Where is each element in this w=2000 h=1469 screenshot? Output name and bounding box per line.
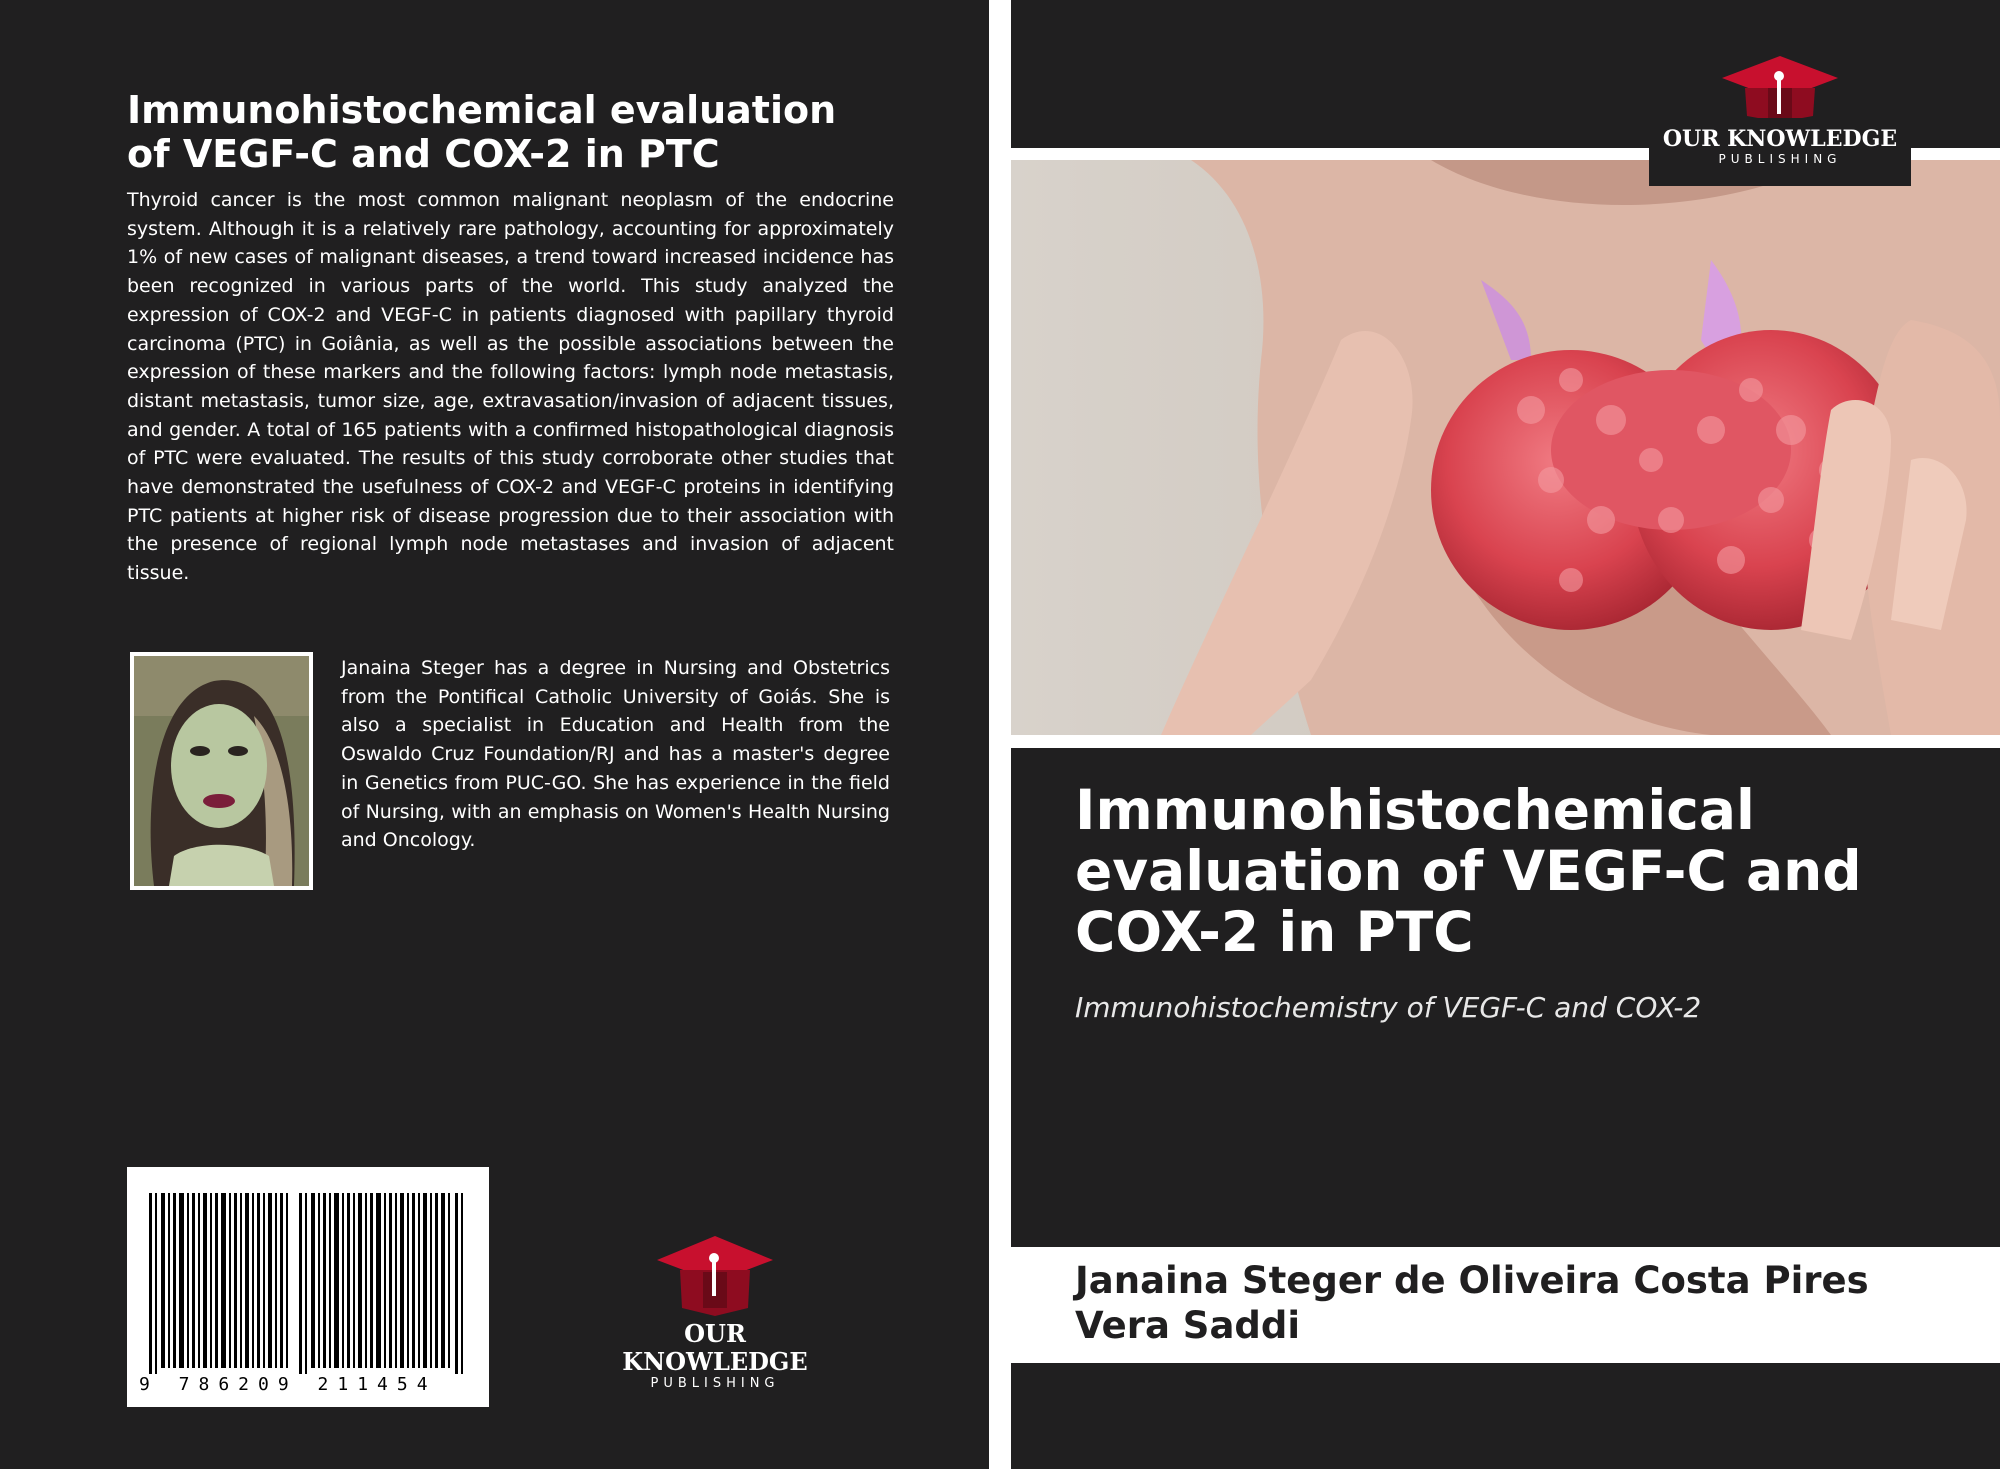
- author-bio: Janaina Steger has a degree in Nursing and Obstetrics from the Pontifical Catholic University of Goiás. She is also a specialist in Education and Health from the Oswaldo Cruz Foundation/RJ and has a master's degree in Genetics from PUC-GO. She has experience in the field of Nursing, with an emphasis on Women's Health Nursing and Oncology.: [341, 657, 890, 852]
- isbn-digits: 9 786209 211454: [139, 1374, 481, 1395]
- front-title-line1: Immunohistochemical: [1075, 778, 1755, 842]
- author-name-2: Vera Saddi: [1075, 1304, 1301, 1347]
- front-title-line3: COX-2 in PTC: [1075, 900, 1474, 964]
- front-cover-title: [1075, 780, 1955, 963]
- publisher-logo-back: [598, 1236, 832, 1391]
- publisher-logo-front: [1649, 0, 1911, 186]
- publisher-sub-front: PUBLISHING: [1718, 152, 1842, 166]
- front-title-line2: evaluation of VEGF-C and: [1075, 839, 1862, 903]
- thyroid-model-photo: [1011, 160, 2000, 735]
- publisher-name-front: OUR KNOWLEDGE: [1662, 126, 1898, 152]
- publisher-sub-back: PUBLISHING: [650, 1376, 780, 1391]
- front-cover: [1011, 0, 2000, 1469]
- back-cover: [0, 0, 989, 1469]
- mortarboard-icon: [1649, 0, 1911, 118]
- front-cover-subtitle: Immunohistochemistry of VEGF-C and COX-2: [1075, 991, 1702, 1024]
- mortarboard-icon: [598, 1236, 832, 1316]
- barcode: [127, 1167, 489, 1407]
- front-title-band: [1011, 748, 2000, 1247]
- cover-photo: [1011, 160, 2000, 735]
- barcode-bars: [127, 1167, 489, 1407]
- front-bottom-band: [1011, 1363, 2000, 1469]
- back-title-line2: of VEGF-C and COX-2 in PTC: [127, 132, 720, 176]
- publisher-name-back: OUR KNOWLEDGE: [622, 1319, 808, 1376]
- author-photo: [130, 652, 313, 890]
- author-name-1: Janaina Steger de Oliveira Costa Pires: [1075, 1259, 1869, 1302]
- abstract-text: Thyroid cancer is the most common malignant neoplasm of the endocrine system. Although it is a relatively rare pathology, accounting for approximately 1% of new cases of malignant diseases, a trend toward increased incidence has been recognized in various parts of the world. This study analyzed the expression of COX-2 and VEGF-C in patients diagnosed with papillary thyroid carcinoma (PTC) in Goiânia, as well as the possible associations between the expression of these markers and the following factors: lymph node metastasis, distant metastasis, tumor size, age, extravasation/invasion of adjacent tissues, and gender. A total of 165 patients with a confirmed histopathological diagnosis of PTC were evaluated. The results of this study corroborate other studies that have demonstrated the usefulness of COX-2 and VEGF-C proteins in identifying PTC patients at higher risk of disease progression due to their association with the presence of regional lymph node metastases and invasion of adjacent tissue.: [127, 189, 894, 585]
- back-cover-title: [127, 88, 907, 176]
- front-cover-authors: [1075, 1258, 1975, 1348]
- back-title-line1: Immunohistochemical evaluation: [127, 88, 837, 132]
- author-portrait-image: [134, 656, 309, 886]
